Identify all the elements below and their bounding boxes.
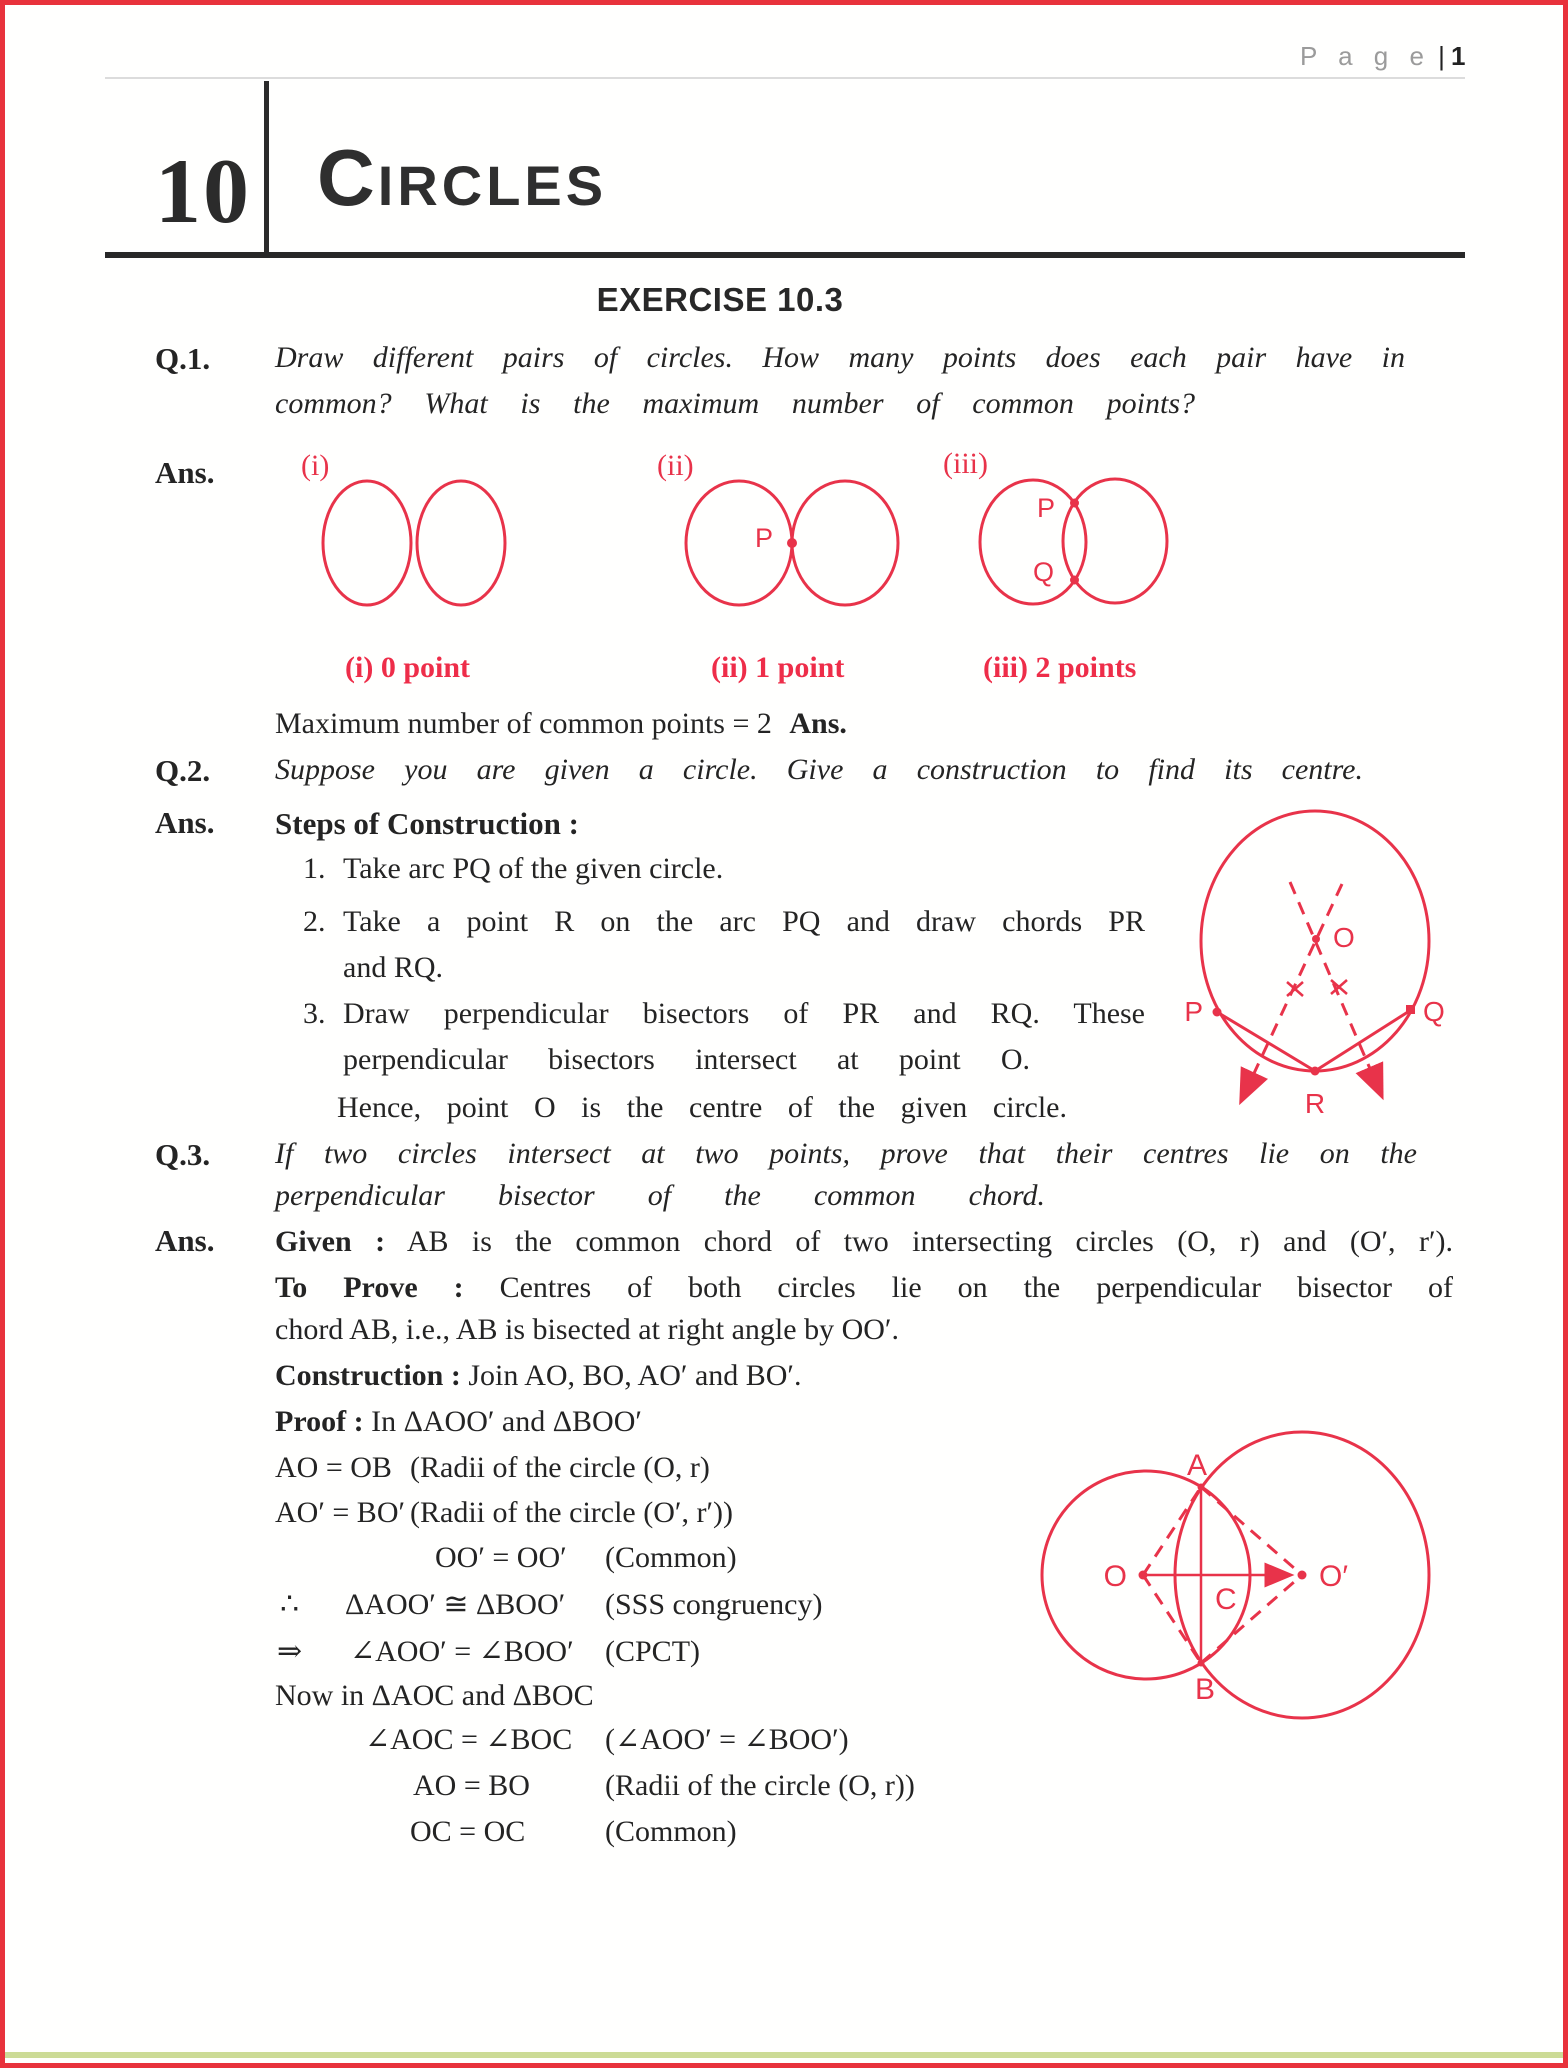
q2-steps-heading: Steps of Construction :: [275, 806, 579, 841]
q2-ans-label: Ans.: [155, 805, 215, 840]
centre-o-prime-dot: [1298, 1571, 1307, 1580]
q2-hence-line: Hence, point O is the centre of the given circle.: [337, 1091, 1067, 1124]
q2-construction-figure: [1145, 797, 1475, 1157]
proof-row-reason: (Radii of the circle (O, r): [410, 1451, 710, 1484]
q3-question-line2: perpendicular bisector of the common chord.: [275, 1179, 1045, 1212]
bottom-green-line: [5, 2052, 1563, 2058]
pair-ii-point-p-label: P: [755, 523, 774, 553]
chapter-divider-bar: [264, 81, 269, 255]
intersection-point-p-dot: [1070, 499, 1079, 508]
to-prove-label: To Prove :: [275, 1271, 464, 1304]
q1-conclusion-text: Maximum number of common points = 2: [275, 707, 772, 740]
given-text: AB is the common chord of two intersecting circles (O, r) and (O′, r′).: [406, 1225, 1453, 1258]
intersection-point-q-dot: [1070, 576, 1079, 585]
page-number: 1: [1450, 41, 1466, 71]
point-r-dot: [1311, 1067, 1320, 1076]
given-label: Given :: [275, 1225, 386, 1258]
page-divider: |: [1438, 41, 1445, 71]
page-indicator: [1300, 41, 1465, 72]
step3-number: 3.: [303, 997, 326, 1030]
caption-ii: (ii) 1 point: [711, 651, 845, 684]
point-r-label: R: [1304, 1088, 1326, 1119]
chapter-title-initial: C: [317, 133, 378, 222]
q1-question-line1: Draw different pairs of circles. How many points does each pair have in: [275, 341, 1405, 374]
centre-o-label: O: [1103, 1560, 1127, 1593]
pair-iii-circles: [980, 479, 1167, 604]
centre-o-label: O: [1333, 922, 1355, 953]
figure-ii-label: (ii): [657, 449, 694, 482]
figure-iii-label: (iii): [943, 447, 988, 480]
proof-row-symbol: ∴: [280, 1588, 300, 1621]
point-b-dot: [1198, 1660, 1205, 1667]
step3-line1: Draw perpendicular bisectors of PR and RQ. These: [343, 997, 1145, 1030]
point-a-label: A: [1186, 1449, 1208, 1482]
proof-row-lhs: AO = BO: [413, 1769, 530, 1802]
caption-iii: (iii) 2 points: [983, 651, 1137, 684]
q1-question-line2: common? What is the maximum number of common points?: [275, 387, 1195, 420]
pair-i-circles: [323, 481, 505, 605]
centre-o-dot: [1312, 935, 1320, 943]
q3-proof-intro: [275, 1403, 642, 1441]
q1-label: Q.1.: [155, 341, 211, 376]
proof-row-reason: (∠AOO′ = ∠BOO′): [605, 1723, 849, 1756]
step2-line1: Take a point R on the arc PQ and draw chords PR: [343, 905, 1145, 938]
proof-row-reason: (Common): [605, 1815, 737, 1848]
pair-iii-point-p-label: P: [1037, 493, 1056, 523]
exercise-title: EXERCISE 10.3: [596, 281, 844, 318]
point-c-label: C: [1215, 1583, 1237, 1616]
perpendicular-bisectors: [1243, 882, 1380, 1097]
point-a-dot: [1198, 1484, 1205, 1491]
caption-i: (i) 0 point: [345, 651, 471, 684]
to-prove-text1: Centres of both circles lie on the perpendicular bisector of: [499, 1271, 1453, 1304]
proof-row-reason: (Common): [605, 1541, 737, 1574]
proof-row-reason: (Radii of the circle (O, r)): [605, 1769, 915, 1802]
q3-to-prove-line2: chord AB, i.e., AB is bisected at right angle by OO′.: [275, 1313, 899, 1346]
chapter-title: [317, 133, 608, 222]
q2-label: Q.2.: [155, 753, 211, 788]
step1-text: Take arc PQ of the given circle.: [343, 852, 724, 885]
proof-row-lhs: OC = OC: [410, 1815, 526, 1848]
proof-row-lhs: Now in ΔAOC and ΔBOC: [275, 1679, 594, 1712]
tangency-point-dot: [787, 538, 797, 548]
step3-line2: perpendicular bisectors intersect at point O.: [343, 1043, 1030, 1076]
proof-row-reason: (Radii of the circle (O′, r′)): [410, 1496, 733, 1529]
figure-i-label: (i): [301, 449, 330, 482]
proof-row-lhs: OO′ = OO′: [435, 1541, 567, 1574]
proof-row-symbol: ⇒: [277, 1635, 303, 1668]
point-p-label: P: [1184, 996, 1203, 1027]
q3-construction-line: [275, 1357, 802, 1395]
q3-intersecting-circles-figure: [1019, 1423, 1459, 1739]
point-q-label: Q: [1423, 996, 1445, 1027]
chords-pr-rq: [1217, 1010, 1411, 1071]
q3-label: Q.3.: [155, 1137, 211, 1172]
step1-number: 1.: [303, 852, 326, 885]
q3-question-line1: If two circles intersect at two points, prove that their centres lie on the: [275, 1137, 1417, 1170]
q3-given-line: [275, 1223, 1453, 1261]
centre-o-dot: [1139, 1571, 1148, 1580]
proof-label: Proof :: [275, 1405, 364, 1438]
centre-o-prime-label: O′: [1319, 1560, 1348, 1593]
q3-ans-label: Ans.: [155, 1223, 215, 1258]
proof-row-reason: (SSS congruency): [605, 1588, 823, 1621]
construction-label: Construction :: [275, 1359, 461, 1392]
chapter-number: 10: [155, 140, 251, 242]
pair-iii-point-q-label: Q: [1033, 557, 1055, 587]
point-b-label: B: [1194, 1673, 1216, 1706]
proof-row-lhs: ∠AOC = ∠BOC: [365, 1723, 573, 1756]
q2-question: Suppose you are given a circle. Give a construction to find its centre.: [275, 753, 1363, 786]
step2-number: 2.: [303, 905, 326, 938]
point-q-dot: [1406, 1005, 1415, 1014]
construction-text: Join AO, BO, AO′ and BO′.: [468, 1359, 802, 1392]
chapter-rule: [105, 252, 1465, 258]
q1-conclusion-ans: Ans.: [789, 707, 847, 740]
q1-ans-label: Ans.: [155, 455, 215, 490]
q3-to-prove-line1: [275, 1269, 1453, 1307]
header-rule: [105, 77, 1465, 79]
proof-row-reason: (CPCT): [605, 1635, 701, 1668]
proof-row-lhs: ΔAOO′ ≅ ΔBOO′: [345, 1588, 566, 1621]
point-p-dot: [1213, 1008, 1222, 1017]
proof-row-lhs: AO = OB: [275, 1451, 392, 1484]
chapter-title-rest: IRCLES: [377, 154, 608, 217]
q1-conclusion-line: [275, 705, 847, 743]
proof-intro-text: In ΔAOO′ and ΔBOO′: [371, 1405, 642, 1438]
page-word: P a g e: [1300, 41, 1431, 71]
proof-row-lhs: ∠AOO′ = ∠BOO′: [350, 1635, 574, 1668]
proof-row-lhs: AO′ = BO′: [275, 1496, 406, 1529]
step2-line2: and RQ.: [343, 951, 443, 984]
